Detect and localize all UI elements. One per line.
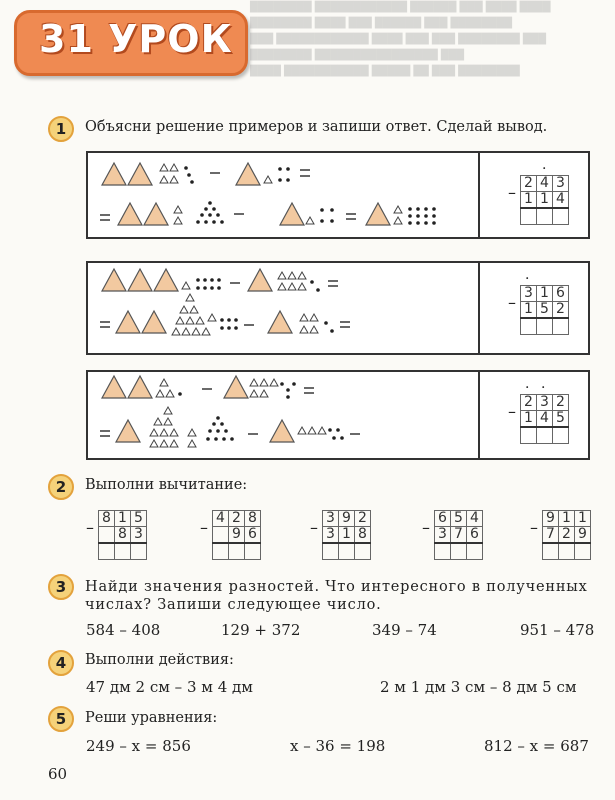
task-5-text: Реши уравнения:: [85, 710, 218, 726]
shapes-row-3: [88, 372, 476, 458]
page-number: 60: [48, 765, 68, 783]
task-5-number: 5: [48, 706, 74, 732]
task-5-expression-2: x – 36 = 198: [290, 737, 386, 755]
task-2-text: Выполни вычитание:: [85, 477, 248, 493]
task-1-column-2: – · 3 1 6 1 5 2: [520, 285, 569, 335]
task-1-box-3: [86, 370, 590, 460]
task-4-expression-1: 47 дм 2 см – 3 м 4 дм: [86, 678, 253, 696]
lesson-badge: [14, 10, 248, 76]
task-5-expression-1: 249 – x = 856: [86, 737, 191, 755]
task-1-box-1: [86, 151, 590, 239]
task-1-number: 1: [48, 116, 74, 142]
lesson-title: 31 УРОК: [39, 17, 233, 61]
task-4-text: Выполни действия:: [85, 652, 234, 668]
task-2-column-1: – 8 1 5 8 3: [98, 510, 147, 560]
task-1-column-1: – · 2 4 3 1 1 4: [520, 175, 569, 225]
task-1-text: Объясни решение примеров и запиши ответ. Сделай вывод.: [85, 119, 548, 135]
task-3-expression-3: 349 – 74: [372, 621, 437, 639]
task-3-number: 3: [48, 574, 74, 600]
task-3-expression-2: 129 + 372: [221, 621, 301, 639]
task-3-text-line-2: числах? Запиши следующее число.: [85, 597, 382, 613]
task-2-column-5: – 9 1 1 7 2 9: [542, 510, 591, 560]
task-2-number: 2: [48, 474, 74, 500]
shapes-row-2: [88, 263, 476, 353]
task-2-column-3: – 3 9 2 3 1 8: [322, 510, 371, 560]
task-3-expression-4: 951 – 478: [520, 621, 595, 639]
task-1-column-3: – · · 2 3 2 1 4 5: [520, 394, 569, 444]
task-4-number: 4: [48, 650, 74, 676]
task-1-box-2: [86, 261, 590, 355]
bleed-through-text: ████████ ████████████ ██████ ███ ████ ████ ████████ ████ ███ ██████ ███ ████████ ███ ████████████ ████ ███ ███ ████████ ███ ████████ ████████████████ ███ ████ ███████████ █████ ██ ███ ████████: [250, 2, 551, 77]
task-3-text-line-1: Найди значения разностей. Что интересного в полученных: [85, 579, 588, 595]
task-5-expression-3: 812 – x = 687: [484, 737, 589, 755]
task-4-expression-2: 2 м 1 дм 3 см – 8 дм 5 см: [380, 678, 577, 696]
task-3-expression-1: 584 – 408: [86, 621, 161, 639]
shapes-row-1: [88, 153, 476, 237]
task-2-column-4: – 6 5 4 3 7 6: [434, 510, 483, 560]
task-2-column-2: – 4 2 8 9 6: [212, 510, 261, 560]
